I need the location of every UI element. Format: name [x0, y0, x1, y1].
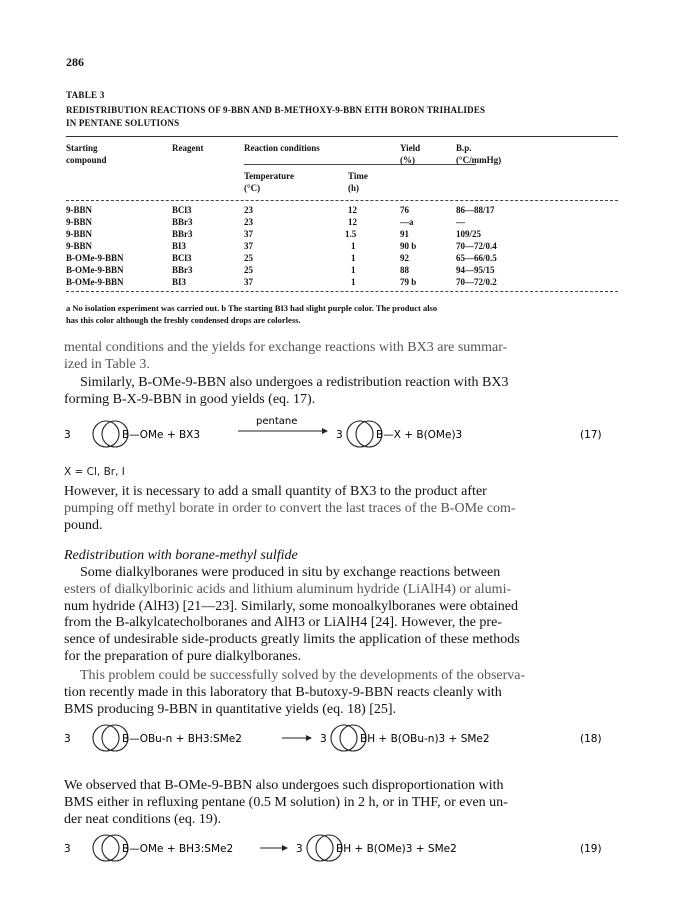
cell-yield: 79 b	[400, 277, 417, 287]
cell-time: 1.5	[345, 229, 357, 239]
table-caption-line2: IN PENTANE SOLUTIONS	[66, 118, 180, 128]
paragraph-1	[64, 340, 624, 374]
text-line: ized in Table 3.	[64, 356, 150, 372]
text-line: BMS producing 9-BBN in quantitative yields (eq. 18) [25].	[64, 701, 397, 717]
footnote-line2: has this color although the freshly condensed drops are colorless.	[66, 315, 301, 325]
text-line: num hydride (AlH3) [21—23]. Similarly, some monoalkylboranes were obtained	[64, 598, 518, 614]
cell-yield: 92	[400, 253, 409, 263]
equation-18	[60, 716, 620, 760]
paragraph-3	[64, 484, 624, 534]
equation-19	[60, 826, 620, 870]
eq19-left: B—OMe + BH3:SMe2	[122, 843, 234, 855]
cell-compound: 9-BBN	[66, 217, 93, 227]
cell-temp: 25	[244, 265, 253, 275]
equation-17	[60, 412, 620, 456]
cell-bp: 70—72/0.4	[456, 241, 497, 251]
cell-compound: 9-BBN	[66, 241, 93, 251]
cell-time: 12	[348, 205, 357, 215]
header-compound: compound	[66, 155, 107, 165]
cell-bp: 65—66/0.5	[456, 253, 497, 263]
eq17-right: B—X + B(OMe)3	[376, 429, 463, 441]
paragraph-6	[64, 778, 624, 828]
cell-yield: —a	[400, 217, 414, 227]
cell-reagent: BBr3	[172, 229, 193, 239]
header-starting-compound	[66, 142, 107, 166]
eq17-coef2: 3	[336, 429, 343, 441]
cell-reagent: BBr3	[172, 217, 193, 227]
text-line: BMS either in refluxing pentane (0.5 M solution) in 2 h, or in THF, or even un-	[64, 794, 508, 810]
cell-time: 1	[351, 241, 356, 251]
header-time-unit: (h)	[348, 183, 359, 193]
text-line: from the B-alkylcatecholboranes and AlH3 or LiAlH4 [24]. However, the pre-	[64, 615, 502, 631]
eq18-coef2: 3	[320, 733, 327, 745]
cell-compound: B-OMe-9-BBN	[66, 277, 124, 287]
header-bp	[456, 142, 501, 166]
header-time-label: Time	[348, 171, 368, 181]
text-line: der neat conditions (eq. 19).	[64, 811, 222, 827]
header-yield-label: Yield	[400, 143, 421, 153]
eq18-number: (18)	[580, 733, 602, 745]
page-number: 286	[66, 55, 84, 69]
text-line: However, it is necessary to add a small quantity of BX3 to the product after	[64, 484, 487, 499]
section-heading: Redistribution with borane-methyl sulfide	[64, 548, 298, 563]
cell-bp: 94—95/15	[456, 265, 495, 275]
cell-yield: 90 b	[400, 241, 417, 251]
text-line: pumping off methyl borate in order to convert the last traces of the B-OMe com-	[64, 500, 516, 516]
cell-temp: 23	[244, 217, 253, 227]
eq17-left: B—OMe + BX3	[122, 429, 201, 441]
cell-time: 1	[351, 265, 356, 275]
arrow-head-icon	[282, 845, 288, 851]
text-line: forming B-X-9-BBN in good yields (eq. 17).	[64, 391, 316, 407]
cell-time: 1	[351, 277, 356, 287]
cell-temp: 25	[244, 253, 253, 263]
header-conditions: Reaction conditions	[244, 143, 320, 153]
text-line: sence of undesirable side-products greatly limits the application of these methods	[64, 632, 520, 648]
eq17-over-arrow: pentane	[256, 416, 298, 427]
text-line: pound.	[64, 517, 103, 533]
header-reagent: Reagent	[172, 143, 204, 153]
cell-reagent: BI3	[172, 241, 187, 251]
cell-yield: 76	[400, 205, 409, 215]
eq18-left: B—OBu-n + BH3:SMe2	[122, 733, 242, 745]
text-line: tion recently made in this laboratory that B-butoxy-9-BBN reacts cleanly with	[64, 684, 502, 700]
header-temperature-unit: (°C)	[244, 183, 261, 193]
table-header-rule	[66, 200, 618, 201]
header-temperature-label: Temperature	[244, 171, 294, 181]
header-yield	[400, 142, 420, 166]
cell-compound: B-OMe-9-BBN	[66, 253, 124, 263]
cell-temp: 37	[244, 241, 253, 251]
eq17-number: (17)	[580, 429, 602, 441]
text-line: mental conditions and the yields for exchange reactions with BX3 are summar-	[64, 340, 508, 355]
cell-reagent: BBr3	[172, 265, 193, 275]
cell-bp: 109/25	[456, 229, 482, 239]
table-caption	[66, 104, 626, 130]
text-line: This problem could be successfully solved by the developments of the observa-	[80, 668, 526, 683]
cell-bp: 70—72/0.2	[456, 277, 497, 287]
cell-temp: 37	[244, 277, 253, 287]
paragraph-2	[64, 375, 624, 409]
eq19-coef2: 3	[296, 843, 303, 855]
cell-reagent: BCl3	[172, 205, 192, 215]
cell-time: 1	[351, 253, 356, 263]
cell-temp: 23	[244, 205, 253, 215]
table-label-text: TABLE 3	[66, 90, 105, 100]
paragraph-5	[64, 668, 624, 718]
cell-compound: 9-BBN	[66, 205, 93, 215]
eq19-coef1: 3	[64, 843, 71, 855]
cell-bp: 86—88/17	[456, 205, 495, 215]
text-line: for the preparation of pure dialkylboranes.	[64, 648, 302, 664]
header-temperature	[244, 170, 294, 194]
table-bottom-rule	[66, 291, 618, 292]
conditions-rule	[244, 164, 476, 165]
cell-reagent: BI3	[172, 277, 187, 287]
header-starting: Starting	[66, 143, 98, 153]
eq19-number: (19)	[580, 843, 602, 855]
cell-time: 12	[348, 217, 357, 227]
text-line: Similarly, B-OMe-9-BBN also undergoes a redistribution reaction with BX3	[80, 375, 509, 390]
cell-yield: 88	[400, 265, 409, 275]
eq18-coef1: 3	[64, 733, 71, 745]
cell-compound: 9-BBN	[66, 229, 93, 239]
cell-compound: B-OMe-9-BBN	[66, 265, 124, 275]
header-bp-unit: (°C/mmHg)	[456, 155, 502, 165]
eq19-right: BH + B(OMe)3 + SMe2	[336, 843, 457, 855]
cell-temp: 37	[244, 229, 253, 239]
text-line: We observed that B-OMe-9-BBN also undergoes such disproportionation with	[64, 778, 504, 793]
cell-bp: —	[456, 217, 465, 227]
header-yield-unit: (%)	[400, 155, 415, 165]
eq17-coef1: 3	[64, 429, 71, 441]
table-caption-line1: REDISTRIBUTION REACTIONS OF 9-BBN AND B-METHOXY-9-BBN EITH BORON TRIHALIDES	[66, 105, 486, 115]
header-bp-label: B.p.	[456, 143, 472, 153]
cell-reagent: BCl3	[172, 253, 192, 263]
table-label	[66, 90, 105, 100]
eq18-right: BH + B(OBu-n)3 + SMe2	[360, 733, 490, 745]
header-time	[348, 170, 368, 194]
text-line: esters of dialkylborinic acids and lithium aluminum hydride (LiAlH4) or alumi-	[64, 581, 512, 597]
arrow-head-icon	[306, 735, 312, 741]
text-line: Some dialkylboranes were produced in situ by exchange reactions between	[80, 565, 501, 580]
x-definition: X = Cl, Br, I	[64, 466, 125, 478]
arrow-head-icon	[322, 428, 328, 434]
cell-yield: 91	[400, 229, 409, 239]
footnote-line1: a No isolation experiment was carried out. b The starting BI3 had slight purple color. The product also	[66, 303, 438, 313]
table-footnote	[66, 302, 626, 326]
table-top-rule	[66, 136, 618, 137]
paragraph-4	[64, 565, 624, 666]
